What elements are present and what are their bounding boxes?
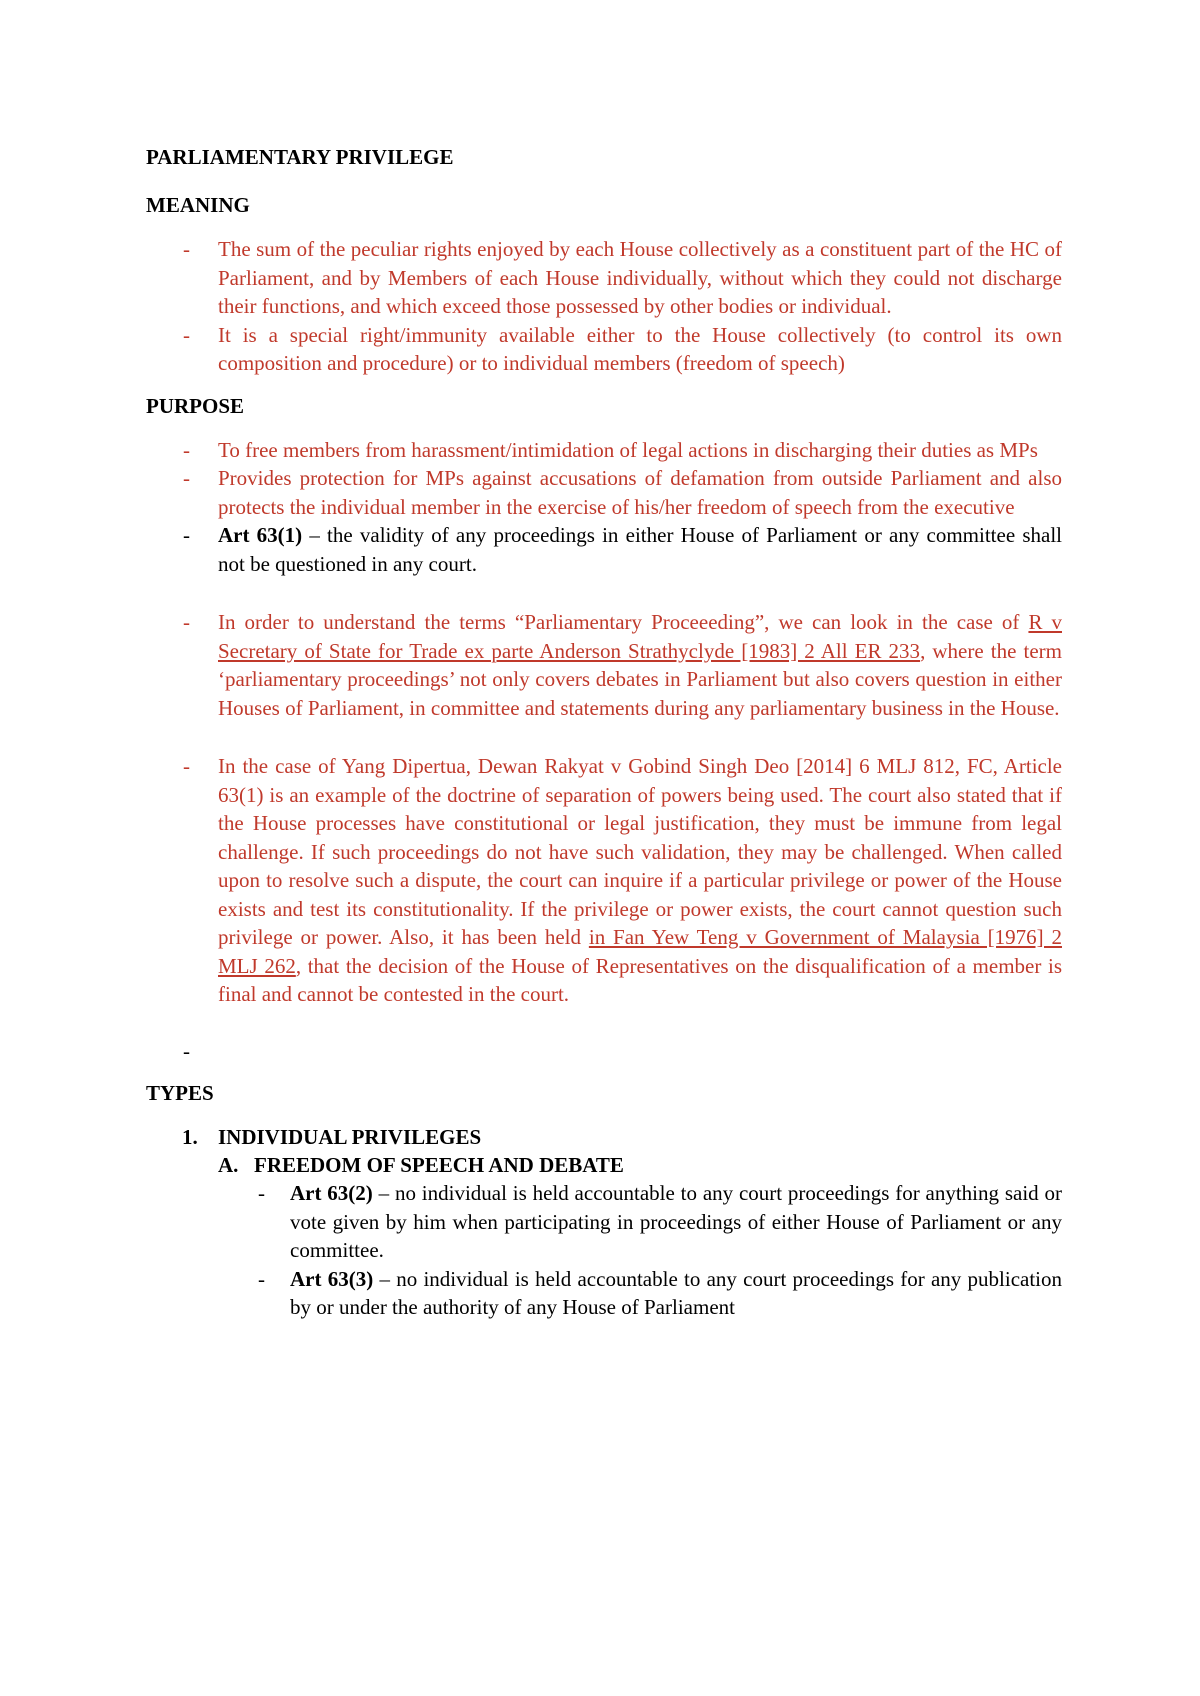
list-item: - Art 63(1) – the validity of any proceedings in either House of Parliament or any committee shall not be questioned in any court. bbox=[183, 523, 1063, 576]
meaning-heading: MEANING bbox=[146, 193, 250, 217]
list-item: - Art 63(2) – no individual is held accountable to any court proceedings for anything said or vote given by him when participating in proceedings of either House of Parliament or any committee. bbox=[258, 1181, 1062, 1262]
article-ref: Art 63(3) bbox=[290, 1266, 374, 1291]
dash-bullet: - bbox=[183, 754, 190, 778]
list-item: - The sum of the peculiar rights enjoyed by each House collectively as a constituent part of the HC of Parliament, and by Members of each House individually, without which they could not discharge their functions, and which exceed those possessed by other bodies or individual. bbox=[183, 237, 1062, 318]
types-list bbox=[146, 1123, 1062, 1322]
list-item bbox=[146, 1123, 1062, 1322]
purpose-heading: PURPOSE bbox=[146, 393, 245, 418]
types-heading: TYPES bbox=[146, 1081, 214, 1105]
sub-section bbox=[218, 1151, 1062, 1322]
dash-bullet: - bbox=[258, 1181, 265, 1205]
individual-privileges-heading: INDIVIDUAL PRIVILEGES bbox=[218, 1125, 482, 1149]
freedom-of-speech-heading: FREEDOM OF SPEECH AND DEBATE bbox=[254, 1153, 624, 1177]
dash-bullet: - bbox=[258, 1266, 265, 1291]
freedom-list bbox=[254, 1179, 1062, 1322]
list-item: - Provides protection for MPs against accusations of defamation from outside Parliament and also protects the individual member in the exercise of his/her freedom of speech from the executive bbox=[183, 466, 1062, 519]
list-item: - Art 63(3) – no individual is held accountable to any court proceedings for any publication by or under the authority of any House of Parliament bbox=[258, 1266, 1062, 1319]
case-citation: R v Secretary of State for Trade ex parte Anderson Strathyclyde [1983] 2 All ER 233 bbox=[218, 610, 1062, 663]
dash-bullet: - bbox=[183, 466, 190, 490]
dash-bullet: - bbox=[183, 237, 190, 261]
dash-bullet: - bbox=[183, 1038, 190, 1063]
dash-bullet: - bbox=[183, 322, 190, 347]
document-title: PARLIAMENTARY PRIVILEGE bbox=[146, 145, 454, 169]
sub-letter: A. bbox=[218, 1153, 239, 1177]
article-ref: Art 63(2) bbox=[290, 1181, 373, 1205]
dash-bullet: - bbox=[183, 610, 190, 634]
article-ref: Art 63(1) bbox=[218, 523, 303, 547]
list-number: 1. bbox=[182, 1125, 198, 1149]
purpose-list bbox=[146, 436, 1062, 1066]
case-citation: in Fan Yew Teng v Government of Malaysia [1976] 2 MLJ 262 bbox=[218, 925, 1062, 978]
dash-bullet: - bbox=[183, 437, 190, 462]
list-item-empty bbox=[146, 1037, 1062, 1066]
list-item: - In the case of Yang Dipertua, Dewan Rakyat v Gobind Singh Deo [2014] 6 MLJ 812, FC, Article 63(1) is an example of the doctrine of separation of powers being used. The court also stated that if the House processes have constitutional or legal justification, they must be immune from legal challenge. If such proceedings do not have such validation, they may be challenged. When called upon to resolve such a dispute, the court can inquire if a particular privilege or power of the House exists and test its constitutionality. If the privilege or power exists, the court cannot question such privilege or power. Also, it has been held in Fan Yew Teng v Government of Malaysia [1976] 2 MLJ 262, that the decision of the House of Representatives on the disqualification of a member is final and cannot be contested in the court. bbox=[183, 754, 1062, 1006]
list-item: - In order to understand the terms “Parliamentary Proceeeding”, we can look in the case of R v Secretary of State for Trade ex parte Anderson Strathyclyde [1983] 2 All ER 233, where the term ‘parliamentary proceedings’ not only covers debates in Parliament but also covers question in either Houses of Parliament, in committee and statements during any parliamentary business in the House. bbox=[183, 610, 1062, 720]
dash-bullet: - bbox=[183, 523, 190, 547]
list-item: - To free members from harassment/intimidation of legal actions in discharging their duties as MPs bbox=[146, 436, 1062, 465]
document-body bbox=[146, 143, 1062, 1322]
list-item: - It is a special right/immunity available either to the House collectively (to control its own composition and procedure) or to individual members (freedom of speech) bbox=[183, 322, 1062, 375]
meaning-list bbox=[146, 235, 1062, 378]
